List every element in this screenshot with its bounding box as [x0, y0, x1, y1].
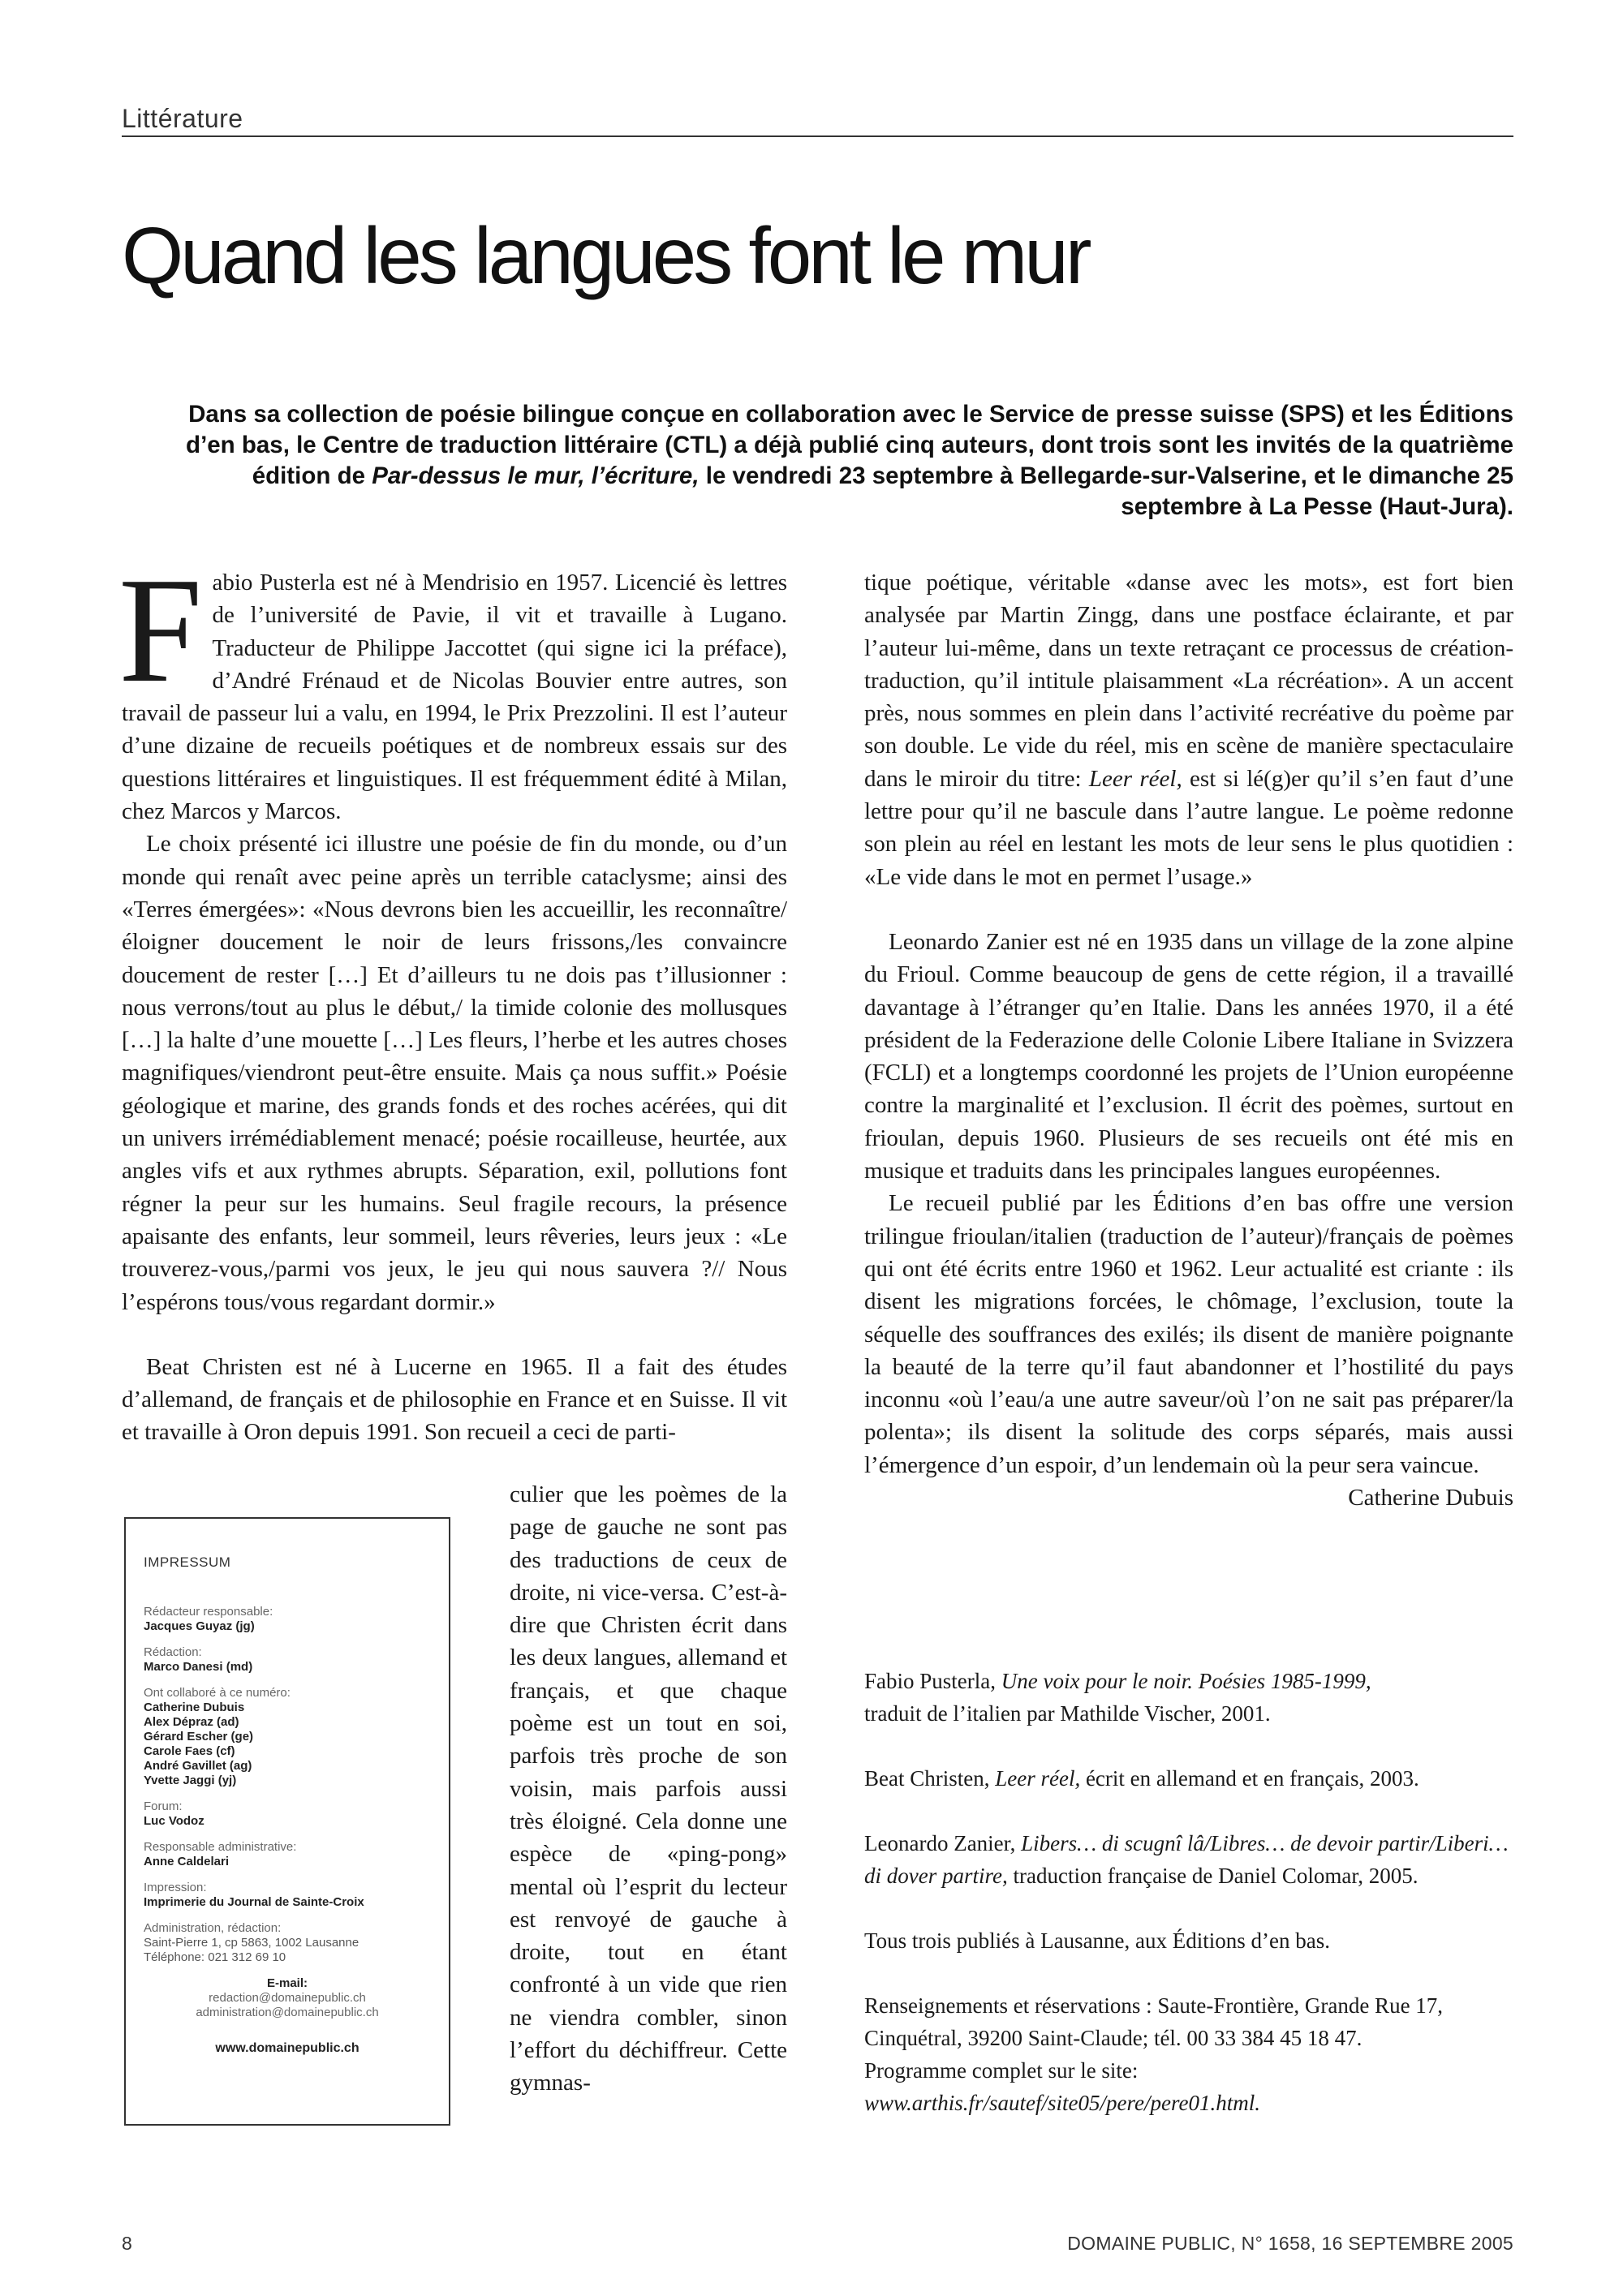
reference-author: Fabio Pusterla, — [864, 1669, 1001, 1693]
paragraph-pusterla-poetry: Le choix présenté ici illustre une poésie de fin du monde, ou d’un monde qui renaît avec peine après un terrible cataclysme; ainsi des «Terres émergées»: «Nous devrons bien les accueillir, les reconnaître/éloigner doucement le noir de leurs frissons,/les convaincre doucement de rester […] Et d’ailleurs tu ne dois pas t’illusionner : nous verrons/tout au plus le début,/ la timide colonie des mollusques […] la halte d’une mouette […] Les fleurs, l’herbe et les autres choses magnifiques/viendront peut-être ensuite. Mais ça nous suffit.» Poésie géologique et marine, des grands fonds et des roches acérées, qui dit un univers irrémédiablement menacé; poésie rocailleuse, heurtée, aux angles vifs et aux rythmes abrupts. Séparation, exil, pollutions font régner la peur sur les humains. Seul fragile recours, la présence apaisante des enfants, leur sommeil, leurs rêveries, leurs jeux : «Le trouverez-vous,/parmi vos jeux, le jeu qui nous sauvera ?// Nous l’espérons tous/vous regardant dormir.» — [122, 831, 787, 1315]
impressum-value: Luc Vodoz — [144, 1814, 204, 1828]
paragraph-text: abio Pusterla est né à Mendrisio en 1957. Licencié ès lettres de l’université de Pavie, il vit et travaille à Lugano. Traducteur de Philippe Jaccottet (qui signe ici la préface), d’André Frénaud et de Nicolas Bouvier entre autres, son travail de passeur lui a valu, en 1994, le Prix Prezzolini. Il est l’auteur d’une dizaine de recueils poétiques et de nombreux essais sur des questions littéraires et linguistiques. Il est fréquemment édité à Milan, chez Marcos y Marcos. — [122, 570, 787, 825]
impressum-email-label: E-mail: — [266, 1976, 308, 1990]
reference-details: traduit de l’italien par Mathilde Vischer, 2001. — [864, 1701, 1271, 1726]
reference-christen — [864, 1762, 1513, 1795]
reference-title: Libers… di scugnî lâ/Libres… de devoir partir/Liberi… di dover partire, — [864, 1831, 1509, 1888]
paragraph-christen-continued: culier que les poèmes de la page de gauche ne sont pas des traductions de ceux de droite, ni vice-versa. C’est-à-dire que Christen écrit dans les deux langues, allemand et français, et que chaque poème est un tout en soi, parfois très proche de son voisin, mais parfois aussi très éloigné. Cela donne une espèce de «ping-pong» mental où l’esprit du lecteur est renvoyé de gauche à droite, tout en étant confronté à un vide que rien ne viendra combler, sinon l’effort du déchiffreur. Cette gymnas- — [510, 1481, 787, 2096]
reference-pusterla — [864, 1665, 1513, 1730]
impressum-email[interactable]: redaction@domainepublic.ch — [209, 1991, 366, 2005]
info-contact: Renseignements et réservations : Saute-Frontière, Grande Rue 17, Cinquétral, 39200 Saint-Claude; tél. 00 33 384 45 18 47. — [864, 1993, 1444, 2050]
reference-details: écrit en allemand et en français, 2003. — [1080, 1766, 1419, 1791]
author-signature: Catherine Dubuis — [1348, 1485, 1513, 1511]
impressum-value: Jacques Guyaz (jg) — [144, 1619, 255, 1633]
reference-author: Beat Christen, — [864, 1766, 996, 1791]
impressum-email[interactable]: administration@domainepublic.ch — [196, 2006, 379, 2019]
paragraph-christen-analysis — [864, 566, 1513, 893]
paragraph-zanier-bio: Leonardo Zanier est né en 1935 dans un village de la zone alpine du Frioul. Comme beaucoup de gens de cette région, il a travaillé davantage à l’étranger qu’en Italie. Dans les années 1970, il a été président de la Federazione delle Colonie Libere Italiane in Svizzera (FCLI) et a longtemps coordonné les projets de l’Union européenne contre la marginalité et l’exclusion. Il écrit des poèmes, surtout en frioulan, depuis 1960. Plusieurs de ses recueils ont été mis en musique et traduits dans les principales langues européennes. — [864, 928, 1513, 1185]
paragraph-christen-bio: Beat Christen est né à Lucerne en 1965. Il a fait des études d’allemand, de français et de philosophie en France et en Suisse. Il vit et travaille à Oron depuis 1991. Son recueil a ceci de parti- — [122, 1353, 787, 1446]
reference-author: Leonardo Zanier, — [864, 1831, 1022, 1855]
impressum-label: Impression: — [144, 1881, 207, 1894]
section-rubric: Littérature — [122, 104, 1513, 137]
impressum-label: Forum: — [144, 1799, 183, 1813]
impressum-label: Ont collaboré à ce numéro: — [144, 1686, 291, 1700]
reference-details: traduction française de Daniel Colomar, 2005. — [1007, 1864, 1419, 1888]
impressum-value: Anne Caldelari — [144, 1855, 230, 1868]
impressum-heading: IMPRESSUM — [144, 1554, 231, 1570]
impressum-website-link[interactable]: www.domainepublic.ch — [215, 2041, 359, 2055]
info-site-link[interactable]: www.arthis.fr/sautef/site05/pere/pere01.html. — [864, 2091, 1260, 2115]
impressum-collaborator: Gérard Escher (ge) — [144, 1730, 254, 1743]
impressum-label: Rédacteur responsable: — [144, 1605, 273, 1619]
reference-zanier — [864, 1827, 1513, 1892]
article-title: Quand les langues font le mur — [122, 211, 1089, 300]
article-lead — [154, 399, 1513, 522]
bibliography — [864, 1665, 1513, 2152]
impressum-value: Imprimerie du Journal de Sainte-Croix — [144, 1895, 364, 1909]
drop-cap: F — [118, 547, 203, 714]
column-left — [118, 547, 787, 1449]
impressum-collaborator: André Gavillet (ag) — [144, 1759, 252, 1773]
publication-footer: DOMAINE PUBLIC, N° 1658, 16 SEPTEMBRE 2005 — [1067, 2233, 1513, 2254]
impressum-collaborator: Yvette Jaggi (yj) — [144, 1774, 237, 1787]
impressum-label: Responsable administrative: — [144, 1840, 297, 1854]
reference-title: Une voix pour le noir. Poésies 1985-1999, — [1001, 1669, 1371, 1693]
lead-text-1: Dans sa collection de poésie bilingue conçue en collaboration avec le Service de presse suisse (SPS) et les Éditions d’en bas, le Centre de traduction littéraire (CTL) a déjà publié cinq auteurs, dont trois sont les invités de la quatrième édition de — [186, 401, 1513, 489]
impressum-collaborator: Catherine Dubuis — [144, 1701, 245, 1714]
impressum-label: Administration, rédaction: — [144, 1921, 282, 1935]
reference-title: Leer réel, — [995, 1766, 1081, 1791]
impressum-collaborator: Alex Dépraz (ad) — [144, 1715, 239, 1729]
impressum-box — [124, 1517, 450, 2126]
lead-event-title: Par-dessus le mur, l’écriture, — [372, 462, 700, 489]
impressum-address: Saint-Pierre 1, cp 5863, 1002 Lausanne — [144, 1936, 359, 1950]
page-number: 8 — [122, 2233, 132, 2254]
paragraph-text: est si lé(g)er qu’il s’en faut d’une lettre pour qu’il ne bascule dans l’autre langue. Le poème redonne son plein au réel en lestant les mots de leur sens le plus quotidien : «Le vide dans le mot en permet l’usage.» — [864, 765, 1513, 890]
impressum-value: Marco Danesi (md) — [144, 1660, 253, 1674]
paragraph-text: tique poétique, véritable «danse avec les mots», est fort bien analysée par Martin Zingg, dans une postface éclairante, et par l’auteur lui-même, dans un texte retraçant ce processus de création-traduction, qu’il intitule plaisamment «La récréation». A un accent près, nous sommes en plein dans l’activité recréative du poème par son double. Le vide du réel, mis en scène de manière spectaculaire dans le miroir du titre: — [864, 570, 1513, 792]
lead-text-2: le vendredi 23 septembre à Bellegarde-sur-Valserine, et le dimanche 25 septembre à La Pesse (Haut-Jura). — [699, 462, 1513, 520]
book-title: Leer réel, — [1088, 765, 1182, 792]
column-right — [864, 566, 1513, 1514]
impressum-label: Rédaction: — [144, 1645, 202, 1659]
info-site-label: Programme complet sur le site: — [864, 2058, 1139, 2083]
impressum-phone: Téléphone: 021 312 69 10 — [144, 1950, 286, 1964]
paragraph-pusterla-bio — [118, 547, 787, 828]
reference-info — [864, 1989, 1513, 2119]
paragraph-zanier-book: Le recueil publié par les Éditions d’en bas offre une version trilingue frioulan/italien (traduction de l’auteur)/français de poèmes qui ont été écrits entre 1960 et 1962. Leur actualité est criante : ils disent les migrations forcées, le chômage, l’exclusion, toute la séquelle des souffrances des exilés; ils disent de manière poignante la beauté de la terre qu’il faut abandonner et l’hostilité du pays inconnu «où l’eau/a une autre saveur/où l’on ne sait pas préparer/la polenta»; ils disent la solitude des corps séparés, mais aussi l’émergence d’un espoir, d’un lendemain où la peur sera vaincue. — [864, 1190, 1513, 1478]
reference-publisher-note: Tous trois publiés à Lausanne, aux Éditions d’en bas. — [864, 1928, 1331, 1953]
column-left-narrow — [510, 1478, 787, 2100]
impressum-collaborator: Carole Faes (cf) — [144, 1744, 235, 1758]
